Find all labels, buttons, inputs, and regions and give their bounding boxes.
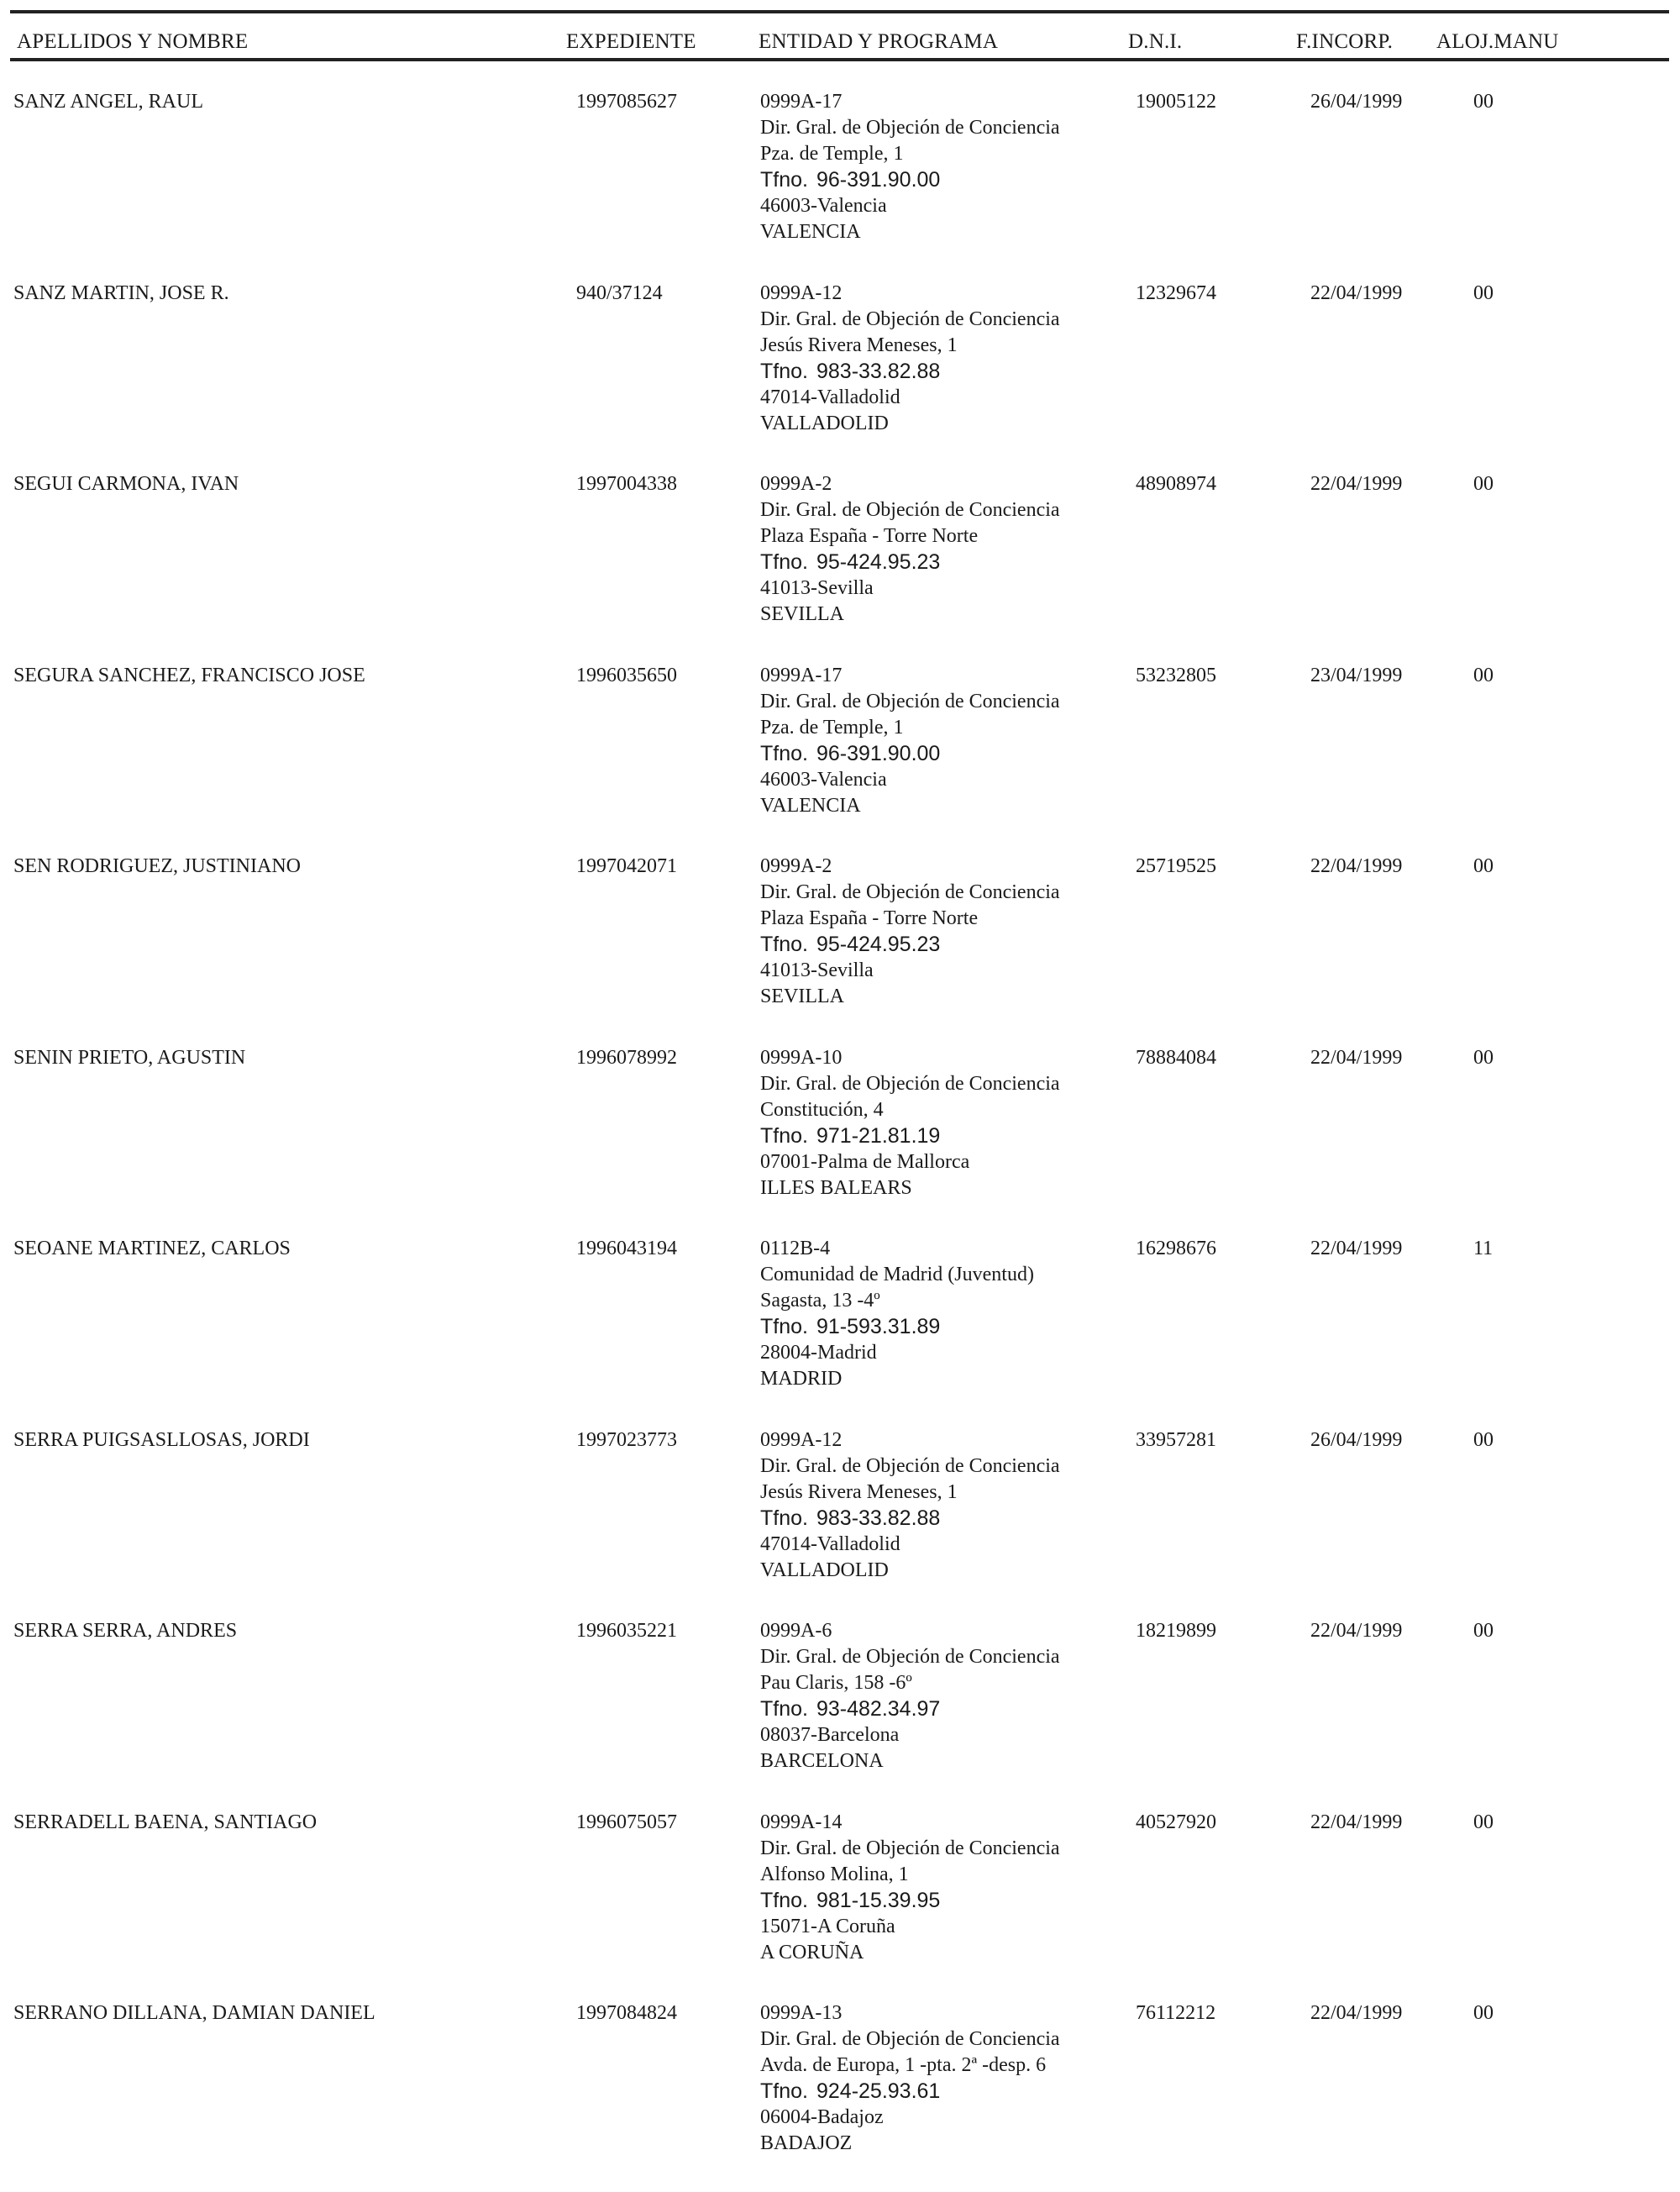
record-fincorp: 23/04/1999: [1310, 665, 1403, 686]
record-entity-block: [760, 89, 1060, 245]
record-dni: 18219899: [1136, 1620, 1216, 1642]
record-address: Plaza España - Torre Norte: [760, 907, 979, 929]
phone-label: Tfno.: [760, 1506, 808, 1530]
record-program: 0999A-2: [760, 855, 832, 877]
record-expediente: 1997084824: [576, 2002, 677, 2024]
record-dni: 40527920: [1136, 1811, 1216, 1833]
record-fincorp: 22/04/1999: [1310, 1811, 1403, 1833]
record-dni: 33957281: [1136, 1429, 1216, 1451]
record-phone-line: [760, 1123, 1060, 1149]
record-phone-line: [760, 741, 1060, 767]
record-city: 07001-Palma de Mallorca: [760, 1151, 970, 1173]
record-name: SERRA PUIGSASLLOSAS, JORDI: [13, 1429, 310, 1451]
record-expediente: 1996043194: [576, 1238, 677, 1259]
phone-label: Tfno.: [760, 742, 808, 765]
table-row: [0, 1045, 1680, 1237]
record-province: BADAJOZ: [760, 2132, 853, 2154]
record-phone: 93-482.34.97: [816, 1697, 941, 1721]
record-fincorp: 26/04/1999: [1310, 1429, 1403, 1451]
record-name: SEGURA SANCHEZ, FRANCISCO JOSE: [13, 665, 365, 686]
record-name: SERRANO DILLANA, DAMIAN DANIEL: [13, 2002, 375, 2024]
record-city: 41013-Sevilla: [760, 577, 874, 599]
record-address: Alfonso Molina, 1: [760, 1863, 909, 1885]
record-city: 41013-Sevilla: [760, 959, 874, 981]
record-name: SANZ ANGEL, RAUL: [13, 91, 203, 113]
record-aloj: 00: [1473, 665, 1494, 686]
record-address: Jesús Rivera Meneses, 1: [760, 1481, 958, 1503]
record-program: 0999A-17: [760, 665, 843, 686]
record-phone-line: [760, 1314, 1034, 1340]
header-rule-top: [10, 10, 1669, 13]
record-entity-block: [760, 1618, 1060, 1774]
record-address: Constitución, 4: [760, 1099, 884, 1121]
record-address: Sagasta, 13 -4º: [760, 1290, 880, 1312]
record-aloj: 00: [1473, 1620, 1494, 1642]
record-address: Avda. de Europa, 1 -pta. 2ª -desp. 6: [760, 2054, 1047, 2076]
record-entity: Dir. Gral. de Objeción de Conciencia: [760, 1073, 1060, 1095]
record-fincorp: 22/04/1999: [1310, 1620, 1403, 1642]
record-program: 0999A-6: [760, 1620, 832, 1642]
record-expediente: 1996035650: [576, 665, 677, 686]
phone-label: Tfno.: [760, 360, 808, 383]
record-entity: Dir. Gral. de Objeción de Conciencia: [760, 1837, 1060, 1859]
table-row: [0, 663, 1680, 854]
record-entity: Dir. Gral. de Objeción de Conciencia: [760, 1646, 1060, 1668]
record-phone-line: [760, 2079, 1060, 2105]
record-dni: 16298676: [1136, 1238, 1216, 1259]
phone-label: Tfno.: [760, 1315, 808, 1338]
record-expediente: 1997042071: [576, 855, 677, 877]
phone-label: Tfno.: [760, 1697, 808, 1721]
record-aloj: 00: [1473, 1811, 1494, 1833]
record-entity: Dir. Gral. de Objeción de Conciencia: [760, 691, 1060, 712]
header-name: APELLIDOS Y NOMBRE: [17, 30, 249, 53]
record-phone: 91-593.31.89: [816, 1315, 941, 1338]
record-fincorp: 22/04/1999: [1310, 855, 1403, 877]
record-province: A CORUÑA: [760, 1942, 864, 1963]
table-row: [0, 471, 1680, 663]
table-row: [0, 2000, 1680, 2192]
header-aloj: ALOJ.MANU: [1436, 30, 1559, 53]
phone-label: Tfno.: [760, 168, 808, 192]
record-city: 08037-Barcelona: [760, 1724, 900, 1746]
record-expediente: 1997085627: [576, 91, 677, 113]
record-phone: 96-391.90.00: [816, 168, 941, 192]
record-expediente: 940/37124: [576, 282, 663, 304]
record-entity: Dir. Gral. de Objeción de Conciencia: [760, 2028, 1060, 2050]
record-program: 0999A-12: [760, 1429, 843, 1451]
record-fincorp: 22/04/1999: [1310, 1238, 1403, 1259]
record-address: Jesús Rivera Meneses, 1: [760, 334, 958, 356]
record-expediente: 1997023773: [576, 1429, 677, 1451]
record-phone: 983-33.82.88: [816, 1506, 941, 1530]
record-phone-line: [760, 1888, 1060, 1914]
record-address: Pau Claris, 158 -6º: [760, 1672, 912, 1694]
record-aloj: 00: [1473, 473, 1494, 495]
record-aloj: 00: [1473, 2002, 1494, 2024]
record-entity-block: [760, 663, 1060, 819]
record-province: ILLES BALEARS: [760, 1177, 912, 1199]
record-fincorp: 22/04/1999: [1310, 2002, 1403, 2024]
record-phone-line: [760, 932, 1060, 958]
record-program: 0999A-12: [760, 282, 843, 304]
record-name: SERRA SERRA, ANDRES: [13, 1620, 238, 1642]
record-aloj: 00: [1473, 282, 1494, 304]
record-province: BARCELONA: [760, 1750, 884, 1772]
record-phone: 983-33.82.88: [816, 360, 941, 383]
record-phone-line: [760, 549, 1060, 576]
record-entity-block: [760, 1810, 1060, 1966]
record-expediente: 1996035221: [576, 1620, 677, 1642]
record-phone: 96-391.90.00: [816, 742, 941, 765]
record-entity-block: [760, 471, 1060, 628]
record-name: SERRADELL BAENA, SANTIAGO: [13, 1811, 318, 1833]
table-row: [0, 281, 1680, 472]
table-row: [0, 1618, 1680, 1810]
record-phone: 95-424.95.23: [816, 933, 941, 956]
table-row: [0, 1427, 1680, 1619]
record-entity: Dir. Gral. de Objeción de Conciencia: [760, 308, 1060, 330]
phone-label: Tfno.: [760, 2079, 808, 2103]
phone-label: Tfno.: [760, 1124, 808, 1148]
record-fincorp: 22/04/1999: [1310, 282, 1403, 304]
phone-label: Tfno.: [760, 550, 808, 574]
record-program: 0112B-4: [760, 1238, 831, 1259]
record-entity: Comunidad de Madrid (Juventud): [760, 1264, 1034, 1285]
record-program: 0999A-13: [760, 2002, 843, 2024]
table-row: [0, 1810, 1680, 2001]
record-aloj: 00: [1473, 1429, 1494, 1451]
record-entity: Dir. Gral. de Objeción de Conciencia: [760, 881, 1060, 903]
record-expediente: 1996078992: [576, 1047, 677, 1069]
record-entity-block: [760, 1236, 1034, 1392]
record-entity: Dir. Gral. de Objeción de Conciencia: [760, 499, 1060, 521]
header-dni: D.N.I.: [1128, 30, 1183, 53]
record-entity-block: [760, 2000, 1060, 2157]
record-program: 0999A-2: [760, 473, 832, 495]
record-city: 06004-Badajoz: [760, 2106, 884, 2128]
record-name: SEOANE MARTINEZ, CARLOS: [13, 1238, 291, 1259]
record-fincorp: 22/04/1999: [1310, 473, 1403, 495]
record-entity-block: [760, 1427, 1060, 1584]
record-aloj: 00: [1473, 1047, 1494, 1069]
record-province: VALLADOLID: [760, 413, 889, 434]
record-name: SENIN PRIETO, AGUSTIN: [13, 1047, 246, 1069]
record-entity-block: [760, 1045, 1060, 1201]
record-program: 0999A-10: [760, 1047, 843, 1069]
record-province: VALENCIA: [760, 795, 861, 817]
record-entity: Dir. Gral. de Objeción de Conciencia: [760, 117, 1060, 139]
header-entidad: ENTIDAD Y PROGRAMA: [759, 30, 999, 53]
record-city: 46003-Valencia: [760, 769, 887, 791]
record-city: 47014-Valladolid: [760, 1533, 900, 1555]
record-entity: Dir. Gral. de Objeción de Conciencia: [760, 1455, 1060, 1477]
table-row: [0, 854, 1680, 1045]
record-phone: 971-21.81.19: [816, 1124, 941, 1148]
record-city: 15071-A Coruña: [760, 1916, 895, 1937]
record-dni: 53232805: [1136, 665, 1216, 686]
record-program: 0999A-17: [760, 91, 843, 113]
record-province: MADRID: [760, 1368, 843, 1390]
record-phone-line: [760, 1696, 1060, 1722]
record-aloj: 11: [1473, 1238, 1494, 1259]
phone-label: Tfno.: [760, 933, 808, 956]
record-name: SEN RODRIGUEZ, JUSTINIANO: [13, 855, 301, 877]
record-city: 47014-Valladolid: [760, 386, 900, 408]
record-city: 28004-Madrid: [760, 1342, 877, 1364]
header-expediente: EXPEDIENTE: [566, 30, 696, 53]
record-aloj: 00: [1473, 855, 1494, 877]
record-expediente: 1996075057: [576, 1811, 677, 1833]
record-dni: 78884084: [1136, 1047, 1216, 1069]
record-province: VALLADOLID: [760, 1559, 889, 1581]
record-program: 0999A-14: [760, 1811, 843, 1833]
record-province: VALENCIA: [760, 221, 861, 243]
record-address: Plaza España - Torre Norte: [760, 525, 979, 547]
record-address: Pza. de Temple, 1: [760, 143, 904, 165]
record-entity-block: [760, 854, 1060, 1010]
table-row: [0, 1236, 1680, 1427]
record-phone: 924-25.93.61: [816, 2079, 941, 2103]
record-fincorp: 26/04/1999: [1310, 91, 1403, 113]
record-phone-line: [760, 1506, 1060, 1532]
record-dni: 48908974: [1136, 473, 1216, 495]
record-fincorp: 22/04/1999: [1310, 1047, 1403, 1069]
header-fincorp: F.INCORP.: [1296, 30, 1394, 53]
record-dni: 19005122: [1136, 91, 1216, 113]
record-name: SANZ MARTIN, JOSE R.: [13, 282, 229, 304]
record-province: SEVILLA: [760, 603, 844, 625]
record-expediente: 1997004338: [576, 473, 677, 495]
record-city: 46003-Valencia: [760, 195, 887, 217]
record-phone-line: [760, 167, 1060, 193]
record-name: SEGUI CARMONA, IVAN: [13, 473, 239, 495]
header-rule-bottom: [10, 58, 1669, 61]
record-dni: 12329674: [1136, 282, 1216, 304]
record-entity-block: [760, 281, 1060, 437]
record-address: Pza. de Temple, 1: [760, 717, 904, 739]
record-phone-line: [760, 359, 1060, 385]
phone-label: Tfno.: [760, 1889, 808, 1912]
record-dni: 25719525: [1136, 855, 1216, 877]
table-row: [0, 89, 1680, 281]
record-phone: 981-15.39.95: [816, 1889, 941, 1912]
record-aloj: 00: [1473, 91, 1494, 113]
record-dni: 76112212: [1136, 2002, 1216, 2024]
record-province: SEVILLA: [760, 986, 844, 1007]
record-phone: 95-424.95.23: [816, 550, 941, 574]
